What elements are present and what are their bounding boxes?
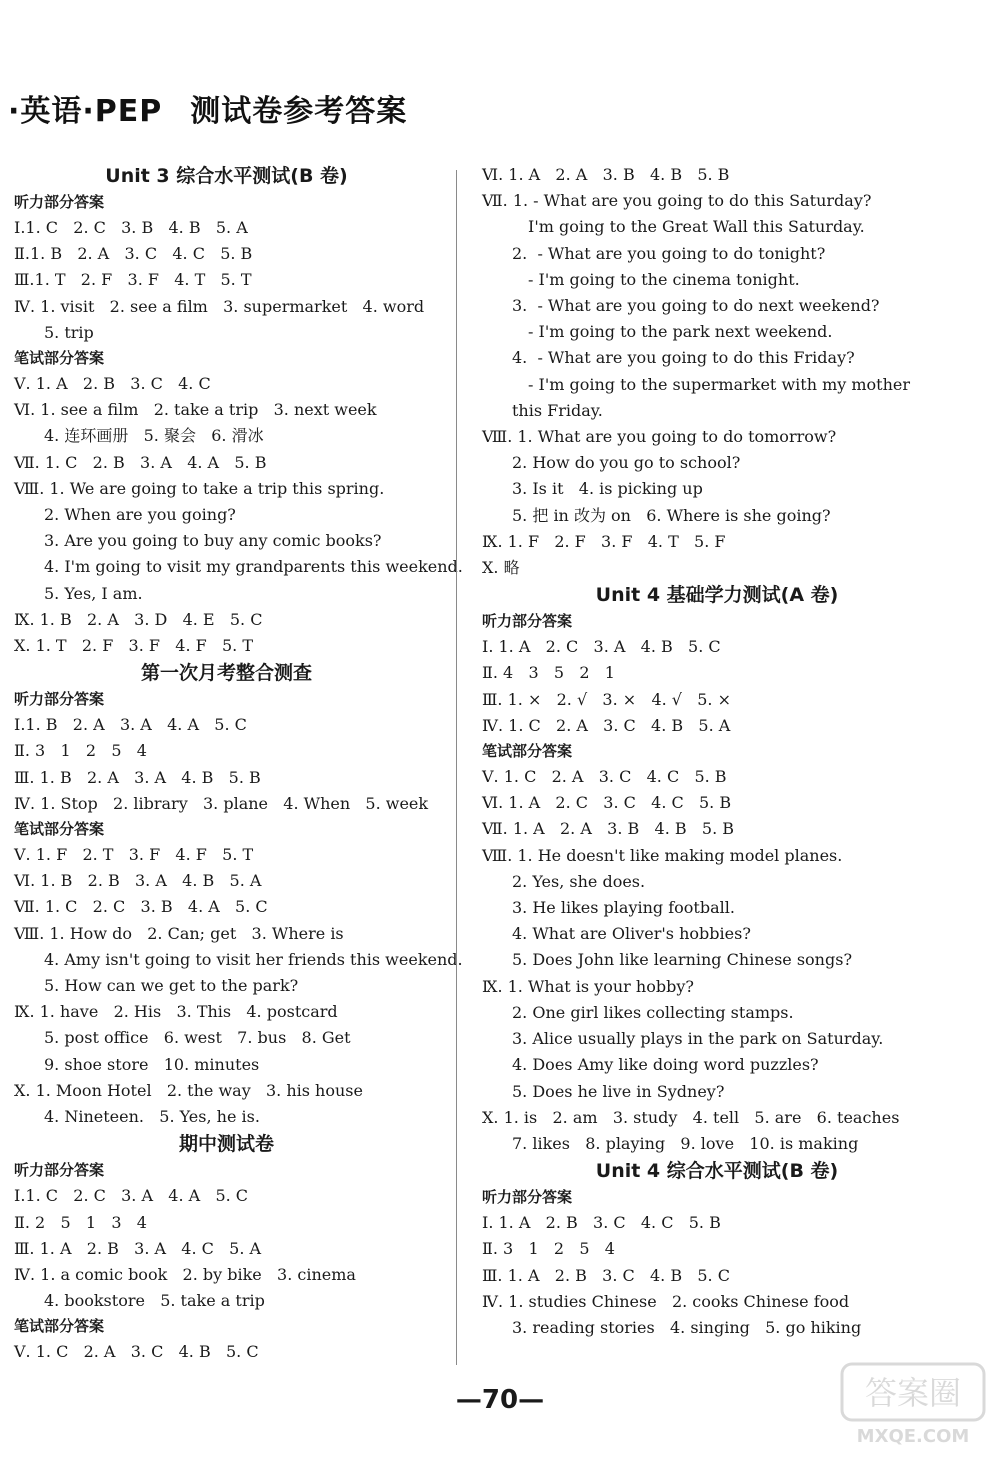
answer-line: Ⅳ. 1. Stop 2. library 3. plane 4. When 5. week (14, 793, 429, 813)
answer-line: 7. likes 8. playing 9. love 10. is making (512, 1133, 859, 1153)
answer-line: 5. 把 in 改为 on 6. Where is she going? (512, 505, 831, 525)
answer-line: Ⅳ. 1. C 2. A 3. C 4. B 5. A (482, 715, 731, 735)
answer-line: 2. How do you go to school? (512, 453, 741, 473)
answer-line: 4. - What are you going to do this Friday? (512, 348, 855, 368)
answer-line: Ⅳ. 1. visit 2. see a film 3. supermarket 4. word (14, 296, 425, 316)
answer-line: 4. bookstore 5. take a trip (44, 1291, 265, 1311)
subsection-heading: 听力部分答案 (482, 612, 573, 631)
answer-line: Ⅸ. 1. What is your hobby? (482, 976, 694, 996)
answer-line: 5. Does he live in Sydney? (512, 1081, 725, 1101)
answer-line: Ⅵ. 1. B 2. B 3. A 4. B 5. A (14, 871, 262, 891)
answer-line: 5. post office 6. west 7. bus 8. Get (44, 1028, 351, 1048)
answer-line: Ⅴ. 1. C 2. A 3. C 4. B 5. C (14, 1342, 259, 1362)
answer-line: 4. 连环画册 5. 聚会 6. 滑冰 (44, 426, 264, 446)
answer-line: Ⅹ. 1. Moon Hotel 2. the way 3. his house (14, 1080, 363, 1100)
answer-line: Ⅲ. 1. × 2. √ 3. × 4. √ 5. × (482, 689, 731, 709)
right-column (482, 162, 952, 1341)
answer-line: I'm going to the Great Wall this Saturday. (528, 217, 865, 237)
answer-line: Ⅹ. 1. is 2. am 3. study 4. tell 5. are 6. teaches (482, 1107, 900, 1127)
answer-line: Ⅶ. 1. C 2. C 3. B 4. A 5. C (14, 897, 268, 917)
answer-line: Ⅸ. 1. B 2. A 3. D 4. E 5. C (14, 609, 263, 629)
answer-line: Ⅴ. 1. A 2. B 3. C 4. C (14, 374, 211, 394)
answer-line: Ⅰ.1. B 2. A 3. A 4. A 5. C (14, 715, 247, 735)
subsection-heading: 笔试部分答案 (14, 820, 105, 839)
answer-line: 3. He likes playing football. (512, 898, 735, 918)
watermark-url: MXQE.COM (856, 1426, 970, 1447)
answer-line: Ⅷ. 1. We are going to take a trip this spring. (14, 478, 385, 498)
section-title: 第一次月考整合测查 (140, 662, 312, 685)
answer-line: 4. What are Oliver's hobbies? (512, 924, 751, 944)
answer-line: Ⅱ. 3 1 2 5 4 (482, 1239, 615, 1259)
answer-line: 4. Amy isn't going to visit her friends this weekend. (44, 949, 463, 969)
answer-line: Ⅶ. 1. A 2. A 3. B 4. B 5. B (482, 819, 734, 839)
subsection-heading: 笔试部分答案 (482, 742, 573, 761)
header-title: 测试卷参考答案 (190, 94, 408, 129)
answer-line: - I'm going to the park next weekend. (528, 322, 833, 342)
answer-line: Ⅱ. 2 5 1 3 4 (14, 1212, 147, 1232)
answer-line: 2. - What are you going to do tonight? (512, 243, 826, 263)
answer-line: Ⅲ.1. T 2. F 3. F 4. T 5. T (14, 270, 252, 290)
answer-line: 2. One girl likes collecting stamps. (512, 1002, 794, 1022)
answer-line: Ⅴ. 1. C 2. A 3. C 4. C 5. B (482, 767, 727, 787)
answer-line: Ⅵ. 1. see a film 2. take a trip 3. next week (14, 400, 377, 420)
section-title: Unit 3 综合水平测试(B 卷) (105, 165, 348, 187)
subsection-heading: 笔试部分答案 (14, 349, 105, 368)
section-title: 期中测试卷 (178, 1133, 274, 1156)
answer-line: 5. Does John like learning Chinese songs? (512, 950, 853, 970)
answer-line: Ⅷ. 1. What are you going to do tomorrow? (482, 427, 837, 447)
answer-line: Ⅰ.1. C 2. C 3. A 4. A 5. C (14, 1186, 249, 1206)
answer-line: Ⅷ. 1. How do 2. Can; get 3. Where is (14, 923, 344, 943)
subsection-heading: 笔试部分答案 (14, 1317, 105, 1336)
answer-line: 3. reading stories 4. singing 5. go hiking (512, 1317, 862, 1337)
answer-line: 2. When are you going? (44, 505, 236, 525)
answer-line: 4. I'm going to visit my grandparents this weekend. (44, 557, 463, 577)
answer-line: Ⅶ. 1. C 2. B 3. A 4. A 5. B (14, 452, 267, 472)
answer-line: Ⅸ. 1. have 2. His 3. This 4. postcard (14, 1002, 338, 1022)
answer-line: 9. shoe store 10. minutes (44, 1054, 260, 1074)
answer-line: Ⅵ. 1. A 2. A 3. B 4. B 5. B (482, 165, 730, 184)
answer-line: Ⅱ. 4 3 5 2 1 (482, 663, 615, 683)
answer-line: Ⅰ.1. C 2. C 3. B 4. B 5. A (14, 218, 248, 237)
answer-line: 3. Are you going to buy any comic books? (44, 531, 382, 551)
section-title: Unit 4 综合水平测试(B 卷) (595, 1160, 839, 1183)
answer-line: 4. Does Amy like doing word puzzles? (512, 1055, 819, 1075)
answer-line: 5. How can we get to the park? (44, 976, 299, 996)
answer-line: Ⅹ. 略 (482, 558, 520, 578)
page-number: —70— (455, 1385, 545, 1415)
section-title: Unit 4 基础学力测试(A 卷) (595, 584, 839, 607)
answer-line: Ⅲ. 1. B 2. A 3. A 4. B 5. B (14, 767, 261, 787)
answer-line: Ⅱ. 3 1 2 5 4 (14, 741, 147, 761)
answer-line: Ⅰ. 1. A 2. B 3. C 4. C 5. B (482, 1213, 721, 1233)
answer-line: 5. trip (44, 322, 94, 342)
answer-line: Ⅲ. 1. A 2. B 3. A 4. C 5. A (14, 1238, 262, 1258)
subsection-heading: 听力部分答案 (14, 193, 105, 211)
answer-line: Ⅳ. 1. a comic book 2. by bike 3. cinema (14, 1264, 356, 1284)
subsection-heading: 听力部分答案 (14, 690, 105, 709)
answer-line: Ⅴ. 1. F 2. T 3. F 4. F 5. T (14, 845, 254, 865)
column-divider (456, 170, 457, 1365)
page-header (8, 86, 407, 130)
answer-line: this Friday. (512, 400, 603, 420)
header-subject: ·英语·PEP (8, 94, 163, 129)
answer-line: - I'm going to the supermarket with my mother (528, 374, 911, 394)
subsection-heading: 听力部分答案 (482, 1188, 573, 1207)
answer-line: - I'm going to the cinema tonight. (528, 269, 800, 289)
left-column (14, 162, 463, 1366)
answer-line: Ⅱ.1. B 2. A 3. C 4. C 5. B (14, 244, 253, 264)
answer-line: Ⅳ. 1. studies Chinese 2. cooks Chinese food (482, 1291, 850, 1311)
answer-line: 3. Alice usually plays in the park on Saturday. (512, 1029, 884, 1049)
watermark-text: 答案圈 (864, 1374, 962, 1412)
answer-line: Ⅷ. 1. He doesn't like making model planes. (482, 845, 843, 865)
subsection-heading: 听力部分答案 (14, 1161, 105, 1180)
answer-line: Ⅲ. 1. A 2. B 3. C 4. B 5. C (482, 1265, 730, 1285)
answer-line: Ⅰ. 1. A 2. C 3. A 4. B 5. C (482, 637, 721, 657)
answer-line: Ⅸ. 1. F 2. F 3. F 4. T 5. F (482, 531, 726, 551)
answer-line: 3. Is it 4. is picking up (512, 479, 703, 499)
answer-line: Ⅹ. 1. T 2. F 3. F 4. F 5. T (14, 636, 253, 656)
answer-line: 4. Nineteen. 5. Yes, he is. (44, 1107, 260, 1127)
watermark-logo (838, 1360, 988, 1450)
answer-line: 3. - What are you going to do next weekend? (512, 296, 880, 316)
answer-line: Ⅵ. 1. A 2. C 3. C 4. C 5. B (482, 793, 732, 813)
answer-line: Ⅶ. 1. - What are you going to do this Saturday? (482, 191, 872, 211)
answer-line: 5. Yes, I am. (44, 583, 143, 603)
answer-line: 2. Yes, she does. (512, 871, 646, 891)
